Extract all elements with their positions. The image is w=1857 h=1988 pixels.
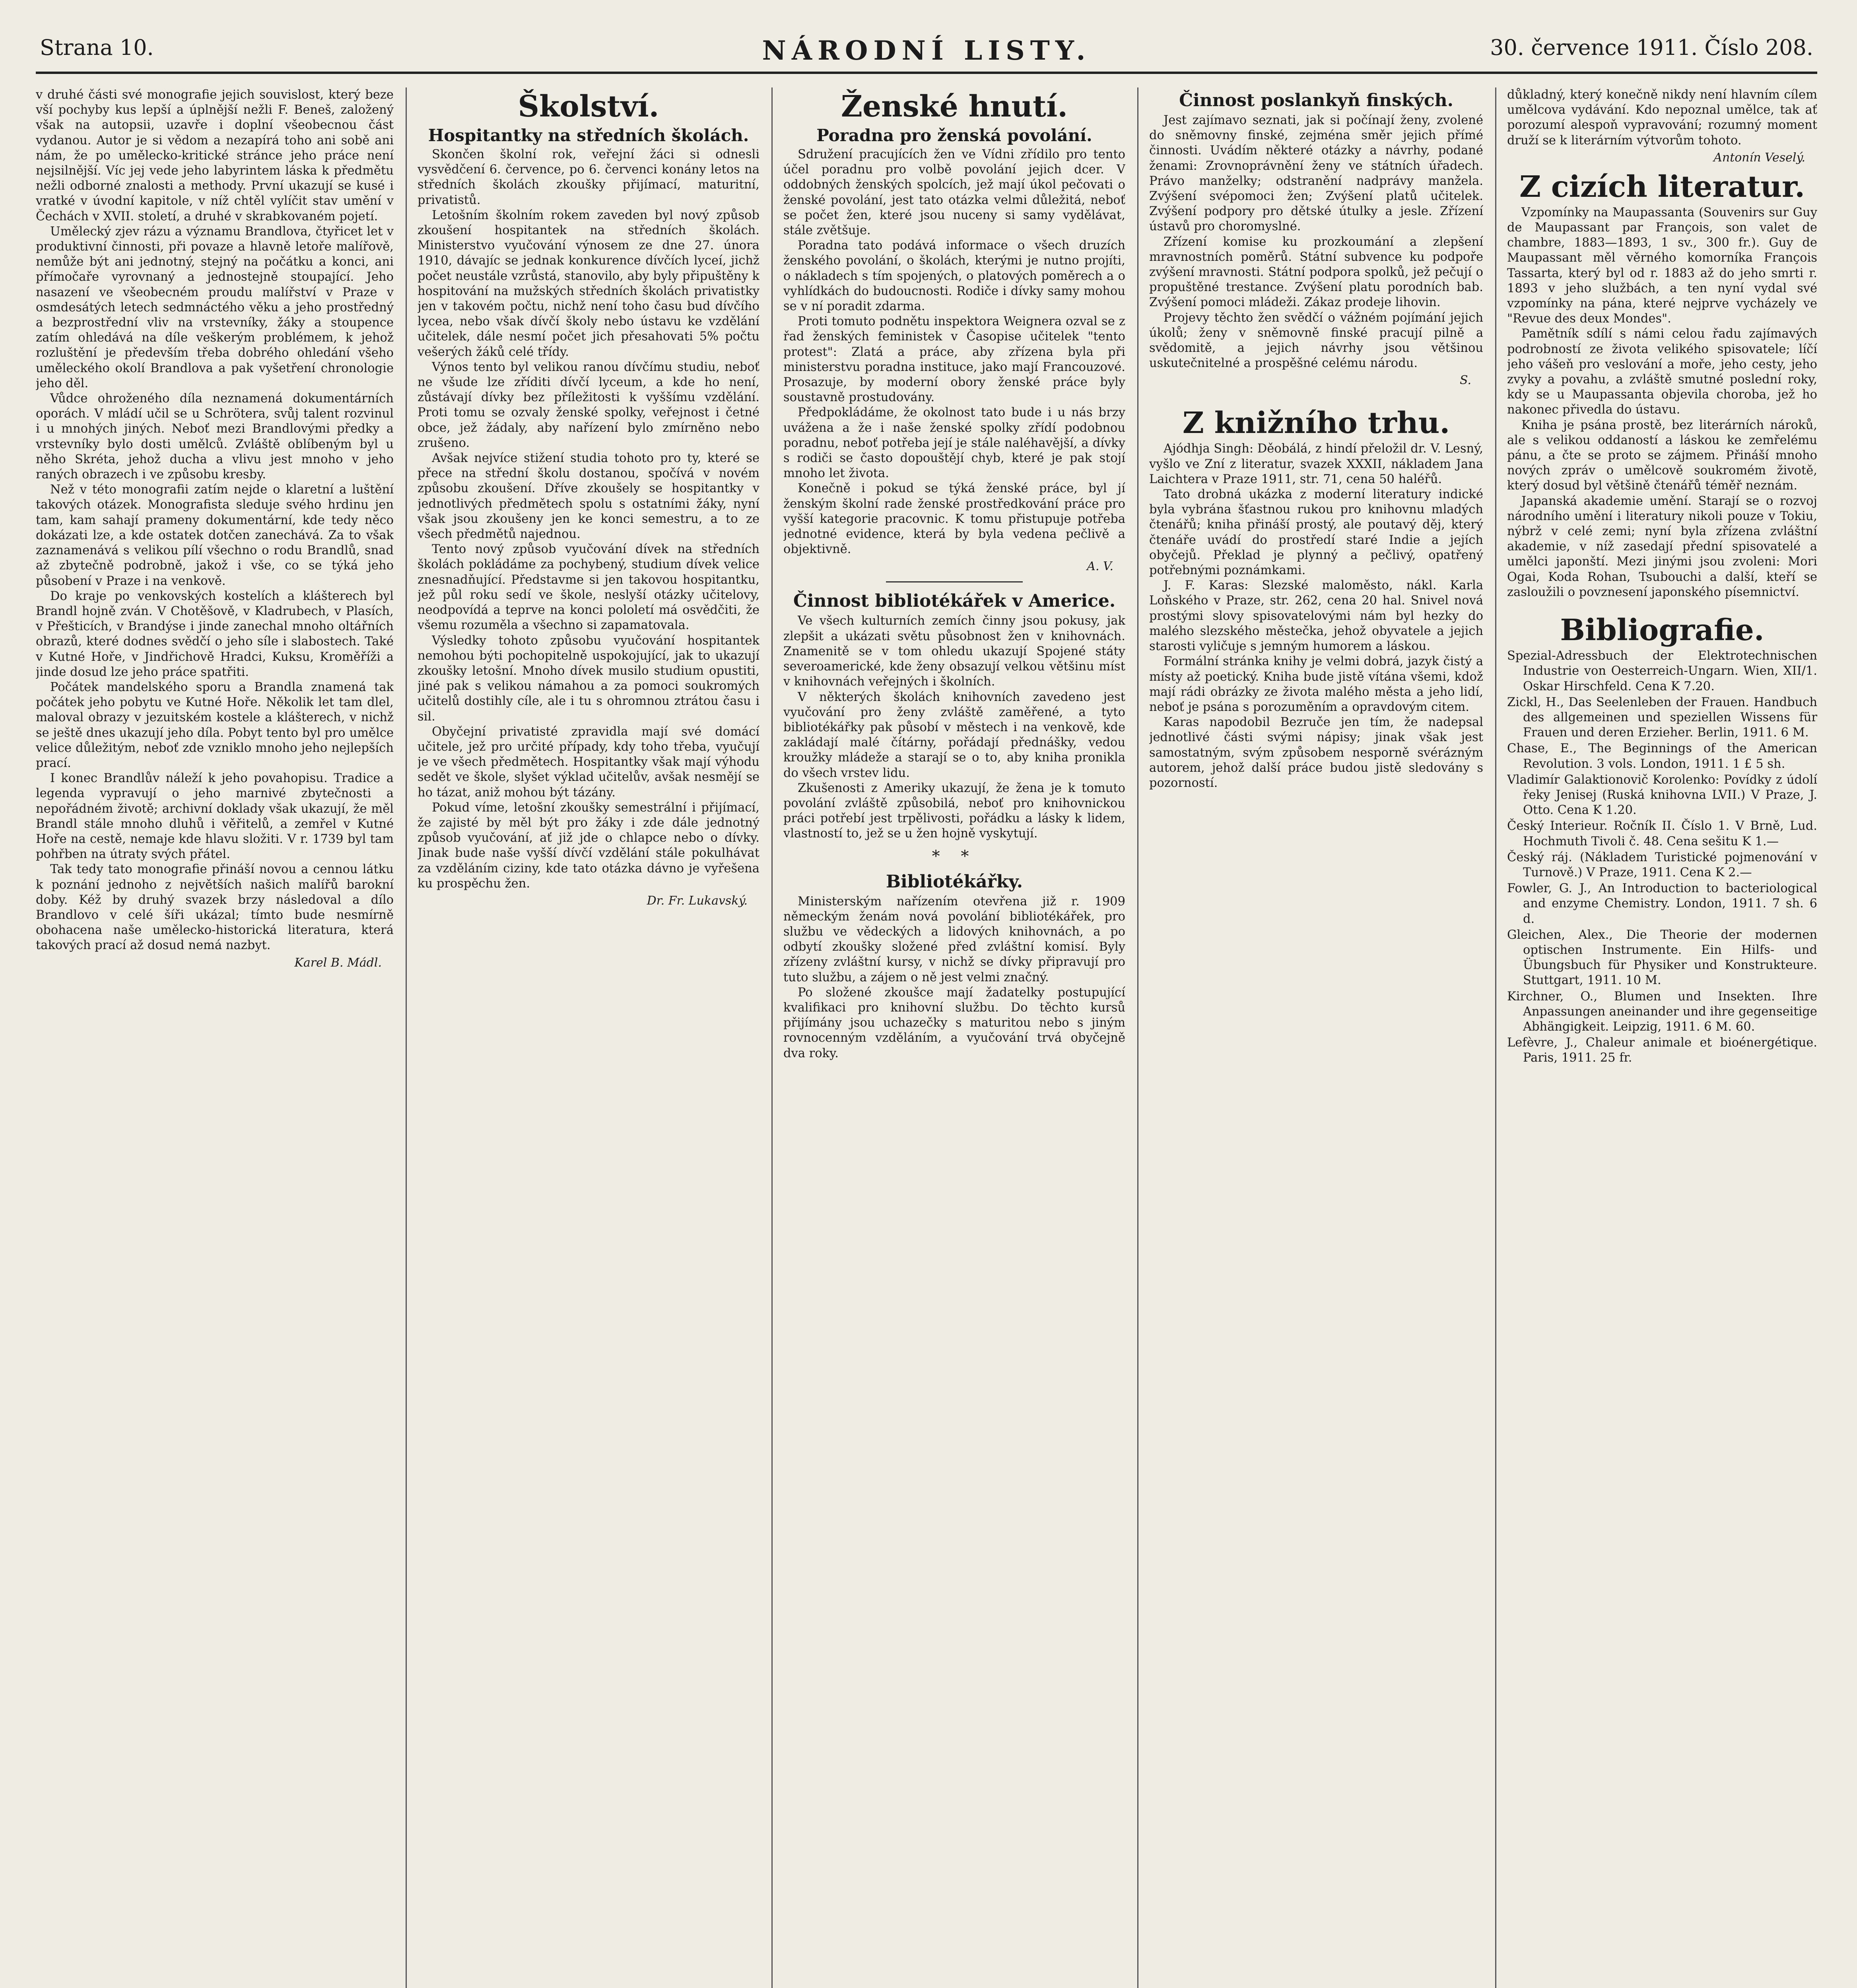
article-paragraph: Vzpomínky na Maupassanta (Souvenirs sur Guy de Maupassant par François, son valet de chambre, 1883—1893, 1 sv., 300 fr.). Guy de Maupassant měl věrného komorníka François Tassarta, který byl od r. 1883 až do jeho smrti r. 1893 v jeho službách, a ten nyní vydal své vzpomínky na pána, které nejprve vycházely ve "Revue des deux Mondes". [1507, 205, 1817, 326]
page-number: Strana 10. [40, 35, 154, 60]
article-paragraph: Proti tomuto podnětu inspektora Weignera ozval se z řad ženských feministek v Časopise učitelek "tento protest": Zlatá a práce, aby zřízena byla při ministerstvu poradna instituce, jako mají Francouzové. Prosazuje, by moderní obory ženské práce byly soustavně prostudovány. [783, 315, 1125, 405]
article-paragraph: Avšak nejvíce stižení studia tohoto pro ty, které se přece na střední školu dostanou, spočívá v novém způsobu zkoušení. Dříve zkoušely se hospitantky v jednotlivých předmětech spolu s ostatními žáky, nyní však jsou zkoušeny jen ke konci semestru, a to ze všech předmětů najednou. [418, 451, 760, 542]
article-paragraph: Tak tedy tato monografie přináší novou a cennou látku k poznání jednoho z největších našich malířů barokní doby. Kéž by druhý svazek brzy následoval a dílo Brandlovo v celé šíři ukázal; tímto bude nesmírně obohacena naše umělecko-historická literatura, která takových prací až dosud nemá nazbyt. [36, 862, 394, 953]
issue-date: 30. července 1911. Číslo 208. [1490, 35, 1813, 60]
article-paragraph: Výnos tento byl velikou ranou dívčímu studiu, neboť ne všude lze zříditi dívčí lyceum, a kde ho není, zůstávají dívky bez příležitosti k vyššímu vzdělání. Proti tomu se ozvaly ženské spolky, veřejnost i četné obce, jež žádaly, aby nařízení bylo zmírněno nebo zrušeno. [418, 360, 760, 450]
section-title: Ženské hnutí. [841, 89, 1068, 124]
column-5 [1507, 87, 1817, 1988]
author-signature: A. V. [1087, 559, 1113, 574]
article-paragraph: Vůdce ohroženého díla neznamená dokumentárních oporách. V mládí učil se u Schrötera, svůj talent rozvinul i u mnohých jiných. Neboť mezi Brandlovými předky a vrstevníky bylo dosti umělců. Zvláště oblíbeným byl u něho Skréta, jehož ducha a vlivu jest mnoho v jeho raných obrazech i ve způsobu kresby. [36, 392, 394, 482]
article-paragraph: Jest zajímavo seznati, jak si počínají ženy, zvolené do sněmovny finské, zejména směr jejich přímé činnosti. Uvádím některé otázky a návrhy, podané ženami: Zrovnoprávnění ženy ve státních úřadech. Právo manželky; odstranění nadprávy manžela. Zvýšení svépomoci žen; Zvýšení platů učitelek. Zvýšení podpory pro dětské útulky a jesle. Zřízení ústavů pro choromyslné. [1149, 113, 1483, 234]
article-paragraph: Pokud víme, letošní zkoušky semestrální i přijímací, že zajisté by měl být pro žáky i zde dále jednotný způsob vyučování, ať již jde o chlapce nebo o dívky. Jinak bude naše vyšší dívčí vzdělání stále pokulhávat za vzděláním ciziny, kde tato otázka dávno je vyřešena ku prospěchu žen. [418, 800, 760, 891]
bibliography-entry: Vladimír Galaktionovič Korolenko: Povídky z údolí řeky Jenisej (Ruská knihovna LVII.) V Praze, J. Otto. Cena K 1.20. [1507, 773, 1817, 817]
bibliography-entry: Český ráj. (Nákladem Turistické pojmenování v Turnově.) V Praze, 1911. Cena K 2.— [1507, 850, 1817, 879]
bibliography-entry: Zickl, H., Das Seelenleben der Frauen. Handbuch des allgemeinen und speziellen Wissens für Frauen und deren Erzieher. Berlin, 1911. 6 M. [1507, 695, 1817, 740]
article-paragraph: Obyčejní privatisté zpravidla mají své domácí učitele, jež pro určité případy, kdy toho třeba, vyučují je ve všech předmětech. Hospitantky však mají výhodu sedět ve škole, slyšet výklad učitelův, avšak nesmějí se ho tázat, aniž mohou být tázány. [418, 724, 760, 800]
article-paragraph: Kniha je psána prostě, bez literárních nároků, ale s velikou oddaností a láskou ke zemřelému pánu, a čte se proto se zájmem. Přináší mnoho nových zpráv o umělcově soukromém životě, který dosud byl většině čtenářů téměř neznám. [1507, 418, 1817, 493]
column-divider [1137, 87, 1138, 1988]
newspaper-title: NÁRODNÍ LISTY. [762, 35, 1091, 66]
article-paragraph: Sdružení pracujících žen ve Vídni zřídilo pro tento účel poradnu pro volbě povolání jejich dcer. V oddobných ženských spolcích, jež mají úkol pečovati o ženské povolání, jest tato otázka velmi důležitá, neboť se počet žen, které jsou nuceny si samy vydělávat, stále zvětšuje. [783, 148, 1125, 238]
article-paragraph: Zkušenosti z Ameriky ukazují, že žena je k tomuto povolání zvláště způsobilá, neboť pro knihovnickou práci potřebí jest trpělivosti, pořádku a lásky k lidem, vlastností to, jež se u žen hojně vyskytují. [783, 781, 1125, 841]
section-title: Bibliografie. [1560, 613, 1764, 648]
article-paragraph: Konečně i pokud se týká ženské práce, byl jí ženským školní rade ženské prostředkování práce pro vyšší kategorie pracovnic. K tomu přistupuje potřeba jednotné evidence, která by byla vedena pečlivě a objektivně. [783, 481, 1125, 557]
article-paragraph: Poradna tato podává informace o všech druzích ženského povolání, o školách, kterými je nutno projíti, o nákladech s tím spojených, o platových poměrech a o vyhlídkách do budoucnosti. Rodiče i dívky samy mohou se v ní poradit zdarma. [783, 239, 1125, 314]
bibliography-entry: Český Interieur. Ročník II. Číslo 1. V Brně, Lud. Hochmuth Tivoli č. 48. Cena sešitu K 1.— [1507, 819, 1817, 848]
masthead [36, 28, 1817, 74]
article-paragraph: Formální stránka knihy je velmi dobrá, jazyk čistý a místy až poetický. Kniha bude jistě vítána všemi, kdož mají rádi obrázky ze života malého města a jeho lidí, neboť je psána s porozuměním a opravdovým citem. [1149, 654, 1483, 714]
article-paragraph: Počátek mandelského sporu a Brandla znamená tak počátek jeho pobytu ve Kutné Hoře. Několik let tam dlel, maloval obrazy v jezuitském kostele a klášterech, v nichž se ještě dnes ukazují jeho díla. Pobyt tento byl pro umělce velice důležitým, neboť zde vzniklo mnoho jeho nejlepších prací. [36, 680, 394, 770]
article-paragraph: důkladný, který konečně nikdy není hlavním cílem umělcova vydávání. Kdo nepoznal umělce, tak ať porozumí alespoň vypravování; rozumný moment druží se k literárním výtvorům tohoto. [1507, 88, 1817, 148]
article-paragraph: Po složené zkoušce mají žadatelky postupující kvalifikaci pro knihovní službu. Do těchto kursů přijímány jsou uchazečky s maturitou nebo s jiným rovnocenným vzděláním, a vyučování trvá obyčejně dva roky. [783, 985, 1125, 1060]
author-signature: Karel B. Mádl. [294, 955, 382, 970]
section-title: Z cizích literatur. [1519, 169, 1805, 204]
bibliography-entry: Chase, E., The Beginnings of the American Revolution. 3 vols. London, 1911. 1 £ 5 sh. [1507, 742, 1817, 771]
article-paragraph: Výsledky tohoto způsobu vyučování hospitantek nemohou býti pochopitelně uspokojující, jak to ukazují zkoušky letošní. Mnoho dívek musilo studium opustiti, jiné pak s velikou námahou a za pomoci soukromých učitelů dostihly cíle, ale i tu s ohromnou ztrátou času i sil. [418, 633, 760, 724]
article-paragraph: I konec Brandlův náleží k jeho povahopisu. Tradice a legenda vypravují o jeho marnivé zbytečnosti a nepořádném životě; archivní doklady však ukazují, že měl Brandl stále mnoho dluhů i věřitelů, a zemřel v Kutné Hoře na cestě, nemaje kde hlavu složiti. V r. 1739 byl tam pohřben na útraty svých přátel. [36, 771, 394, 862]
article-headline: Poradna pro ženská povolání. [816, 126, 1092, 145]
article-paragraph: Ve všech kulturních zemích činny jsou pokusy, jak zlepšit a ukázati světu působnost žen v knihovnách. Znamenitě se v tom ohledu ukazují Spojené státy severoamerické, kde ženy obsazují velkou většinu míst v knihovnách veřejných i školních. [783, 614, 1125, 689]
article-headline: Hospitantky na středních školách. [428, 126, 749, 145]
article-paragraph: V některých školách knihovních zavedeno jest vyučování pro ženy zvláště zaměřené, a tyto bibliotékářky pak působí v městech i na venkově, kde zakládají malé čítárny, pořádají přednášky, vedou kroužky mládeže a starají se o to, aby kniha pronikla do všech vrstev lidu. [783, 690, 1125, 780]
bibliography-entry: Lefèvre, J., Chaleur animale et bioénergétique. Paris, 1911. 25 fr. [1507, 1036, 1817, 1065]
article-paragraph: Ministerským nařízením otevřena již r. 1909 německým ženám nová povolání bibliotékářek, pro službu ve vědeckých a lidových knihovnách, a po odbytí zkoušky složené před zvláštní komisí. Byly zřízeny zvláštní kursy, v nichž se dívky připravují pro tuto službu, a zájem o ně jest velmi značný. [783, 894, 1125, 984]
article-paragraph: Než v této monografii zatím nejde o klaretní a luštění takových otázek. Monografista sleduje svého hrdinu jen tam, kam sahají prameny dokumentární, kde tedy něco dokázati lze, a kde ostatek dotčen zanechává. Za to však zaznamenává s velikou pílí všechno o rodu Brandlů, snad až zbytečně podrobně, jakož i vše, co se týká jeho působení v Praze i na venkově. [36, 483, 394, 588]
article-paragraph: Předpokládáme, že okolnost tato bude i u nás brzy uvážena a že i naše ženské spolky zřídí podobnou poradnu, neboť potřeba její je stále naléhavější, a dívky s rodiči se často dopouštějí chyb, které je pak stojí mnoho let života. [783, 406, 1125, 481]
article-paragraph: Karas napodobil Bezruče jen tím, že nadepsal jednotlivé části svými nápisy; jinak však jest samostatným, svým způsobem nesporně svérázným autorem, jehož další práce budou jistě sledovány s pozorností. [1149, 715, 1483, 790]
article-paragraph: Tato drobná ukázka z moderní literatury indické byla vybrána šťastnou rukou pro knihovnu mladých čtenářů; kniha přináší prostý, ale poutavý děj, který čtenáře uvádí do prostředí staré Indie a jejích obyčejů. Překlad je plynný a pečlivý, opatřený potřebnými poznámkami. [1149, 487, 1483, 578]
column-2 [418, 87, 760, 1988]
article-paragraph: Japanská akademie umění. Starají se o rozvoj národního umění i literatury nikoli pouze v Tokiu, nýbrž v celé zemi; nyní byla zřízena zvláštní akademie, v níž zasedají přední spisovatelé a umělci japonští. Mezi jinými jsou zvoleni: Mori Ogai, Koda Rohan, Tsubouchi a další, kteří se zasloužili o povznesení japonského písemnictví. [1507, 494, 1817, 599]
divider [886, 581, 1023, 582]
article-paragraph: Do kraje po venkovských kostelích a klášterech byl Brandl hojně zván. V Chotěšově, v Kladrubech, v Plasích, v Přešticích, v Brandýse i jinde zanechal mnoho oltářních obrazů, které dodnes svědčí o jeho síle i slabostech. Také v Kutné Hoře, v Jindřichově Hradci, Kuksu, Kroměříži a jinde dosud lze jeho práce spatřiti. [36, 589, 394, 679]
article-headline: Bibliotékářky. [886, 871, 1023, 892]
article-headline: Činnost bibliotékářek v Americe. [793, 591, 1116, 612]
article-paragraph: Projevy těchto žen svědčí o vážném pojímání jejich úkolů; ženy v sněmovně finské pracují pilně a svědomitě, a jejich návrhy jsou většinou uskutečnitelné a prospěšné celému národu. [1149, 311, 1483, 371]
section-title: Školství. [518, 89, 659, 124]
column-4 [1149, 87, 1483, 1988]
article-paragraph: Skončen školní rok, veřejní žáci si odnesli vysvědčení 6. července, po 6. červenci konány letos na středních školách zkoušky přijímací, maturitní, privatistů. [418, 148, 760, 207]
bibliography-entry: Fowler, G. J., An Introduction to bacteriological and enzyme Chemistry. London, 1911. 7 sh. 6 d. [1507, 881, 1817, 926]
article-paragraph: v druhé části své monografie jejich souvislost, který beze vší pochyby kus lepší a úplnější nežli F. Beneš, založený však na autopsii, uzavře i doplní všeobecnou část vydanou. Autor je si vědom a nezapírá toho ani sobě ani nám, že po umělecko-kritické stránce jeho práce není nejsilnější. Víc jej vede jeho labyrintem láska k předmětu nežli odborné znalosti a methody. První ukazují se kusé i vratké v úvodní kapitole, v níž chtěl vylíčit stav umění v Čechách v XVII. století, a druhé v skrabkovaném pojetí. [36, 88, 394, 223]
author-signature: Antonín Veselý. [1713, 150, 1805, 165]
author-signature: Dr. Fr. Lukavský. [647, 893, 748, 908]
article-paragraph: Tento nový způsob vyučování dívek na středních školách pokládáme za pochybený, studium dívek velice znesnadňující. Představme si jen takovou hospitantku, jež půl roku sedí ve škole, neslyší otázky učitelovy, neodpovídá a teprve na konci pololetí má osvědčiti, že všemu rozuměla a všechno si zapamatovala. [418, 542, 760, 633]
column-divider [406, 87, 407, 1988]
article-paragraph: Zřízení komise ku prozkoumání a zlepšení mravnostních poměrů. Státní subvence ku podpoře zvýšení mravnosti. Státní podpora spolků, jež pečují o propuštěné trestance. Zvýšení platu porodních bab. Zvýšení pomoci mládeži. Zákaz prodeje lihovin. [1149, 235, 1483, 310]
article-paragraph: Umělecký zjev rázu a významu Brandlova, čtyřicet let v produktivní činnosti, při povaze a hlavně letoře malířově, nemůže být ani jednotný, stejný na počátku a konci, ani přímočaře vyrovnaný a jednostejně stoupající. Jeho nasazení ve všeobecném proudu malířství v Praze v osmdesátých letech sedmnáctého věku a jeho prostředný a bezprostřední vliv na vrstevníky, žáky a stoupence zatím ohledává na díle veškerým problémem, k jehož rozluštění je především třeba dobrého ohledání všeho uměleckého okolí Brandlova a pak vyšetření chronologie jeho děl. [36, 224, 394, 390]
article-paragraph: Pamětník sdílí s námi celou řadu zajímavých podrobností ze života velikého spisovatele; líčí jeho vášeň pro veslování a moře, jeho cesty, jeho zvyky a povahu, a zvláště smutné poslední roky, kdy se u Maupassanta objevila choroba, jež ho nakonec přivedla do ústavu. [1507, 327, 1817, 417]
newspaper-page [36, 28, 1817, 1988]
article-headline: Činnost poslankyň finských. [1179, 90, 1453, 111]
column-divider [1495, 87, 1496, 1988]
bibliography-entry: Kirchner, O., Blumen und Insekten. Ihre Anpassungen aneinander und ihre gegenseitige Abhängigkeit. Leipzig, 1911. 6 M. 60. [1507, 989, 1817, 1034]
bibliography-entry: Spezial-Adressbuch der Elektrotechnischen Industrie von Oesterreich-Ungarn. Wien, XII/1. Oskar Hirschfeld. Cena K 7.20. [1507, 649, 1817, 693]
article-paragraph: Ajódhja Singh: Děobálá, z hindí přeložil dr. V. Lesný, vyšlo ve Zní z literatur, svazek XXXII, nákladem Jana Laichtera v Praze 1911, str. 71, cena 50 haléřů. [1149, 442, 1483, 486]
column-3 [783, 87, 1125, 1988]
section-title: Z knižního trhu. [1182, 406, 1450, 441]
column-divider [771, 87, 773, 1988]
bibliography-entry: Gleichen, Alex., Die Theorie der modernen optischen Instrumente. Ein Hilfs- und Übungsbuch für Physiker und Konstrukteure. Stuttgart, 1911. 10 M. [1507, 928, 1817, 988]
column-1 [36, 87, 394, 1988]
article-paragraph: Letošním školním rokem zaveden byl nový způsob zkoušení hospitantek na středních školách. Ministerstvo vyučování výnosem ze dne 27. února 1910, dávajíc se jednak konkurence dívčích lyceí, jichž počet neustále vzrůstá, stanovilo, aby byly připuštěny k hospitování na mužských středních školách privatistky jen v takovém počtu, nichž není toho času bud dívčího lycea, nebo však dívčí školy nebo ústavu ke vzdělání učitelek, dále nesmí počet jich přesahovati 5% počtu vešerých žáků celé třídy. [418, 208, 760, 359]
article-paragraph: J. F. Karas: Slezské maloměsto, nákl. Karla Loňského v Praze, str. 262, cena 20 hal. Snivel nová prostými slovy spisovatelovými nám byl hezky do malého slezského městečka, jehož obyvatele a jejich starosti vyličuje s jemným humorem a láskou. [1149, 579, 1483, 654]
author-signature: S. [1459, 373, 1471, 388]
separator-stars: * * [932, 847, 977, 866]
